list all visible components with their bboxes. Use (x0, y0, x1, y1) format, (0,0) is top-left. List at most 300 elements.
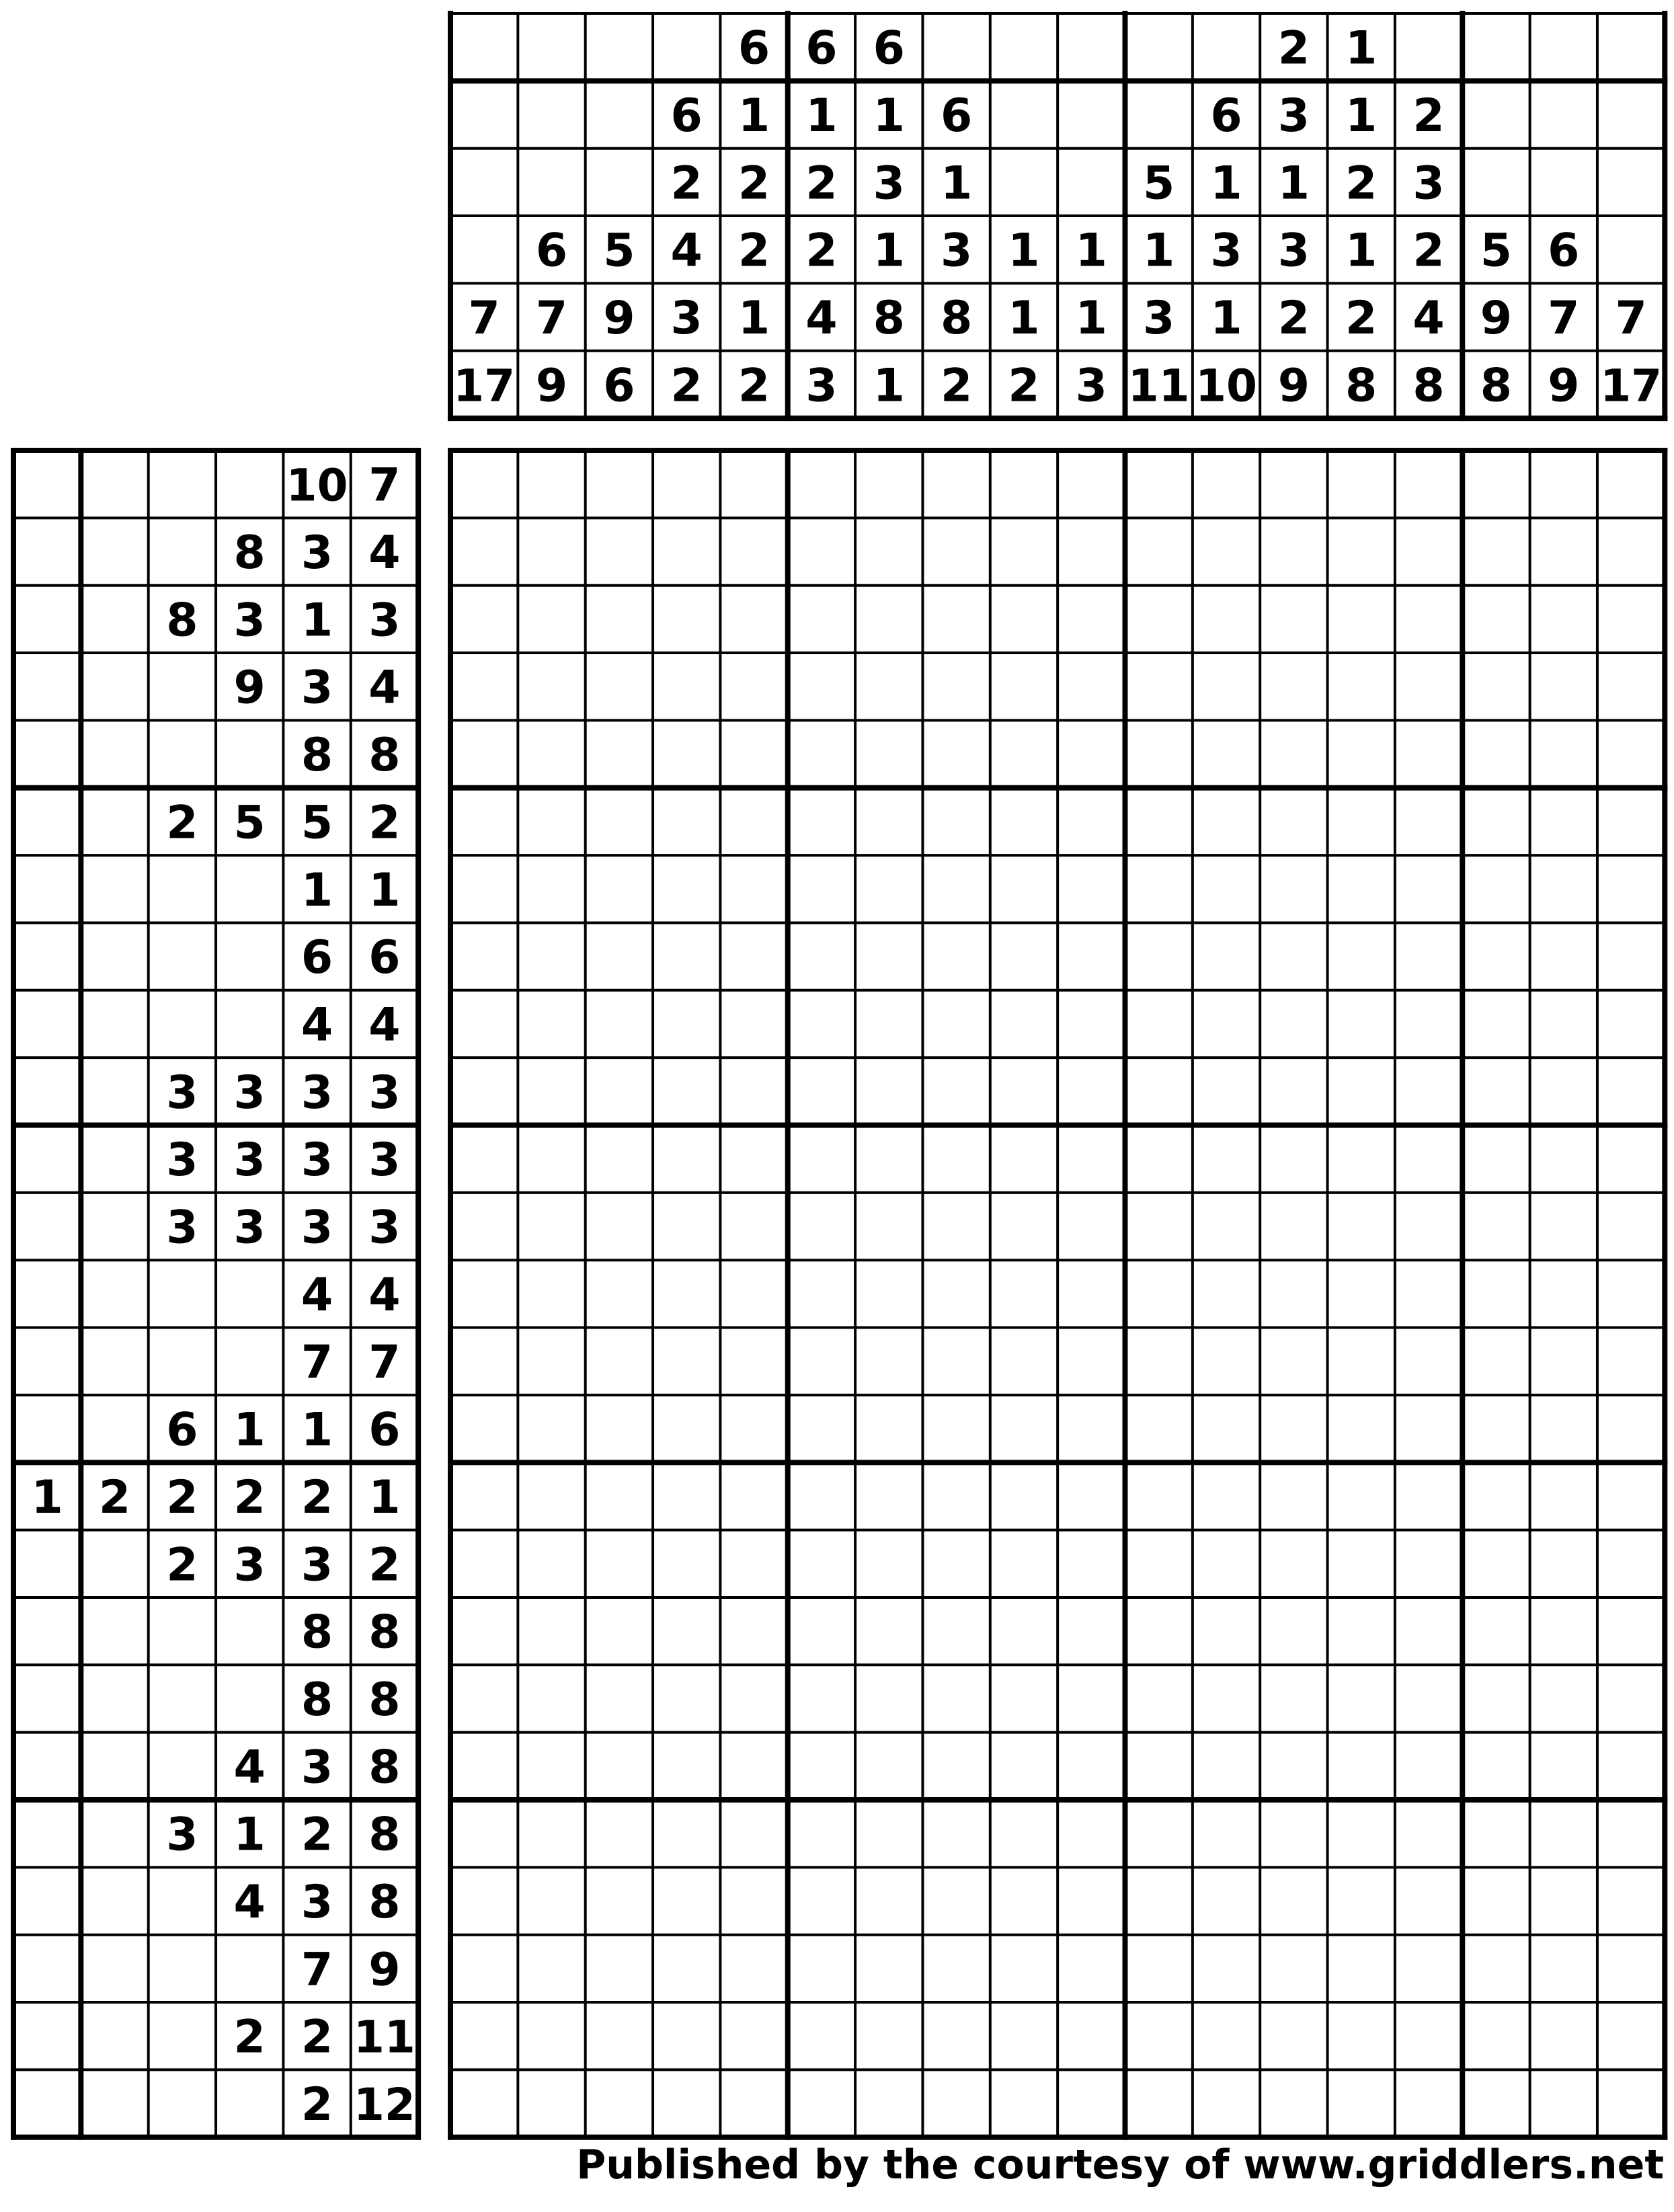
grid-cell[interactable] (452, 452, 516, 516)
grid-cell[interactable] (452, 790, 516, 853)
grid-cell[interactable] (1397, 655, 1460, 718)
grid-cell[interactable] (1397, 1128, 1460, 1191)
grid-cell[interactable] (1127, 1599, 1191, 1663)
grid-cell[interactable] (1397, 1532, 1460, 1595)
grid-cell[interactable] (1262, 1937, 1325, 2000)
grid-cell[interactable] (1127, 1195, 1191, 1258)
grid-cell[interactable] (924, 1802, 988, 1865)
grid-cell[interactable] (790, 588, 853, 651)
grid-cell[interactable] (1330, 924, 1393, 988)
grid-cell[interactable] (857, 1397, 920, 1460)
grid-cell[interactable] (1195, 1330, 1258, 1393)
grid-cell[interactable] (1195, 1802, 1258, 1865)
grid-cell[interactable] (790, 1464, 853, 1528)
grid-cell[interactable] (1599, 1937, 1663, 2000)
grid-cell[interactable] (1060, 588, 1123, 651)
grid-cell[interactable] (1532, 1397, 1595, 1460)
grid-cell[interactable] (722, 1599, 785, 1663)
grid-cell[interactable] (992, 992, 1055, 1056)
grid-cell[interactable] (1599, 1869, 1663, 1932)
grid-cell[interactable] (857, 1802, 920, 1865)
grid-cell[interactable] (722, 1532, 785, 1595)
grid-cell[interactable] (520, 1599, 583, 1663)
grid-cell[interactable] (1330, 857, 1393, 920)
grid-cell[interactable] (1599, 924, 1663, 988)
grid-cell[interactable] (520, 1532, 583, 1595)
grid-cell[interactable] (924, 1195, 988, 1258)
grid-cell[interactable] (1599, 1128, 1663, 1191)
grid-cell[interactable] (1262, 1735, 1325, 1798)
grid-cell[interactable] (520, 2071, 583, 2135)
grid-cell[interactable] (1532, 588, 1595, 651)
grid-cell[interactable] (992, 790, 1055, 853)
grid-cell[interactable] (520, 1262, 583, 1325)
grid-cell[interactable] (520, 1735, 583, 1798)
grid-cell[interactable] (1397, 2071, 1460, 2135)
grid-cell[interactable] (1262, 790, 1325, 853)
grid-cell[interactable] (1532, 2004, 1595, 2067)
grid-cell[interactable] (857, 1128, 920, 1191)
grid-cell[interactable] (1330, 520, 1393, 583)
grid-cell[interactable] (924, 992, 988, 1056)
grid-cell[interactable] (992, 1195, 1055, 1258)
grid-cell[interactable] (1397, 1464, 1460, 1528)
grid-cell[interactable] (992, 1330, 1055, 1393)
grid-cell[interactable] (1060, 1397, 1123, 1460)
grid-cell[interactable] (924, 1060, 988, 1123)
grid-cell[interactable] (1060, 924, 1123, 988)
grid-cell[interactable] (1127, 1464, 1191, 1528)
grid-cell[interactable] (1532, 1262, 1595, 1325)
grid-cell[interactable] (655, 1802, 718, 1865)
grid-cell[interactable] (722, 992, 785, 1056)
grid-cell[interactable] (722, 1667, 785, 1730)
grid-cell[interactable] (1464, 655, 1527, 718)
grid-cell[interactable] (520, 1060, 583, 1123)
grid-cell[interactable] (722, 1195, 785, 1258)
grid-cell[interactable] (992, 857, 1055, 920)
grid-cell[interactable] (520, 722, 583, 785)
grid-cell[interactable] (1330, 1667, 1393, 1730)
grid-cell[interactable] (1330, 1397, 1393, 1460)
grid-cell[interactable] (857, 924, 920, 988)
grid-cell[interactable] (924, 790, 988, 853)
grid-cell[interactable] (588, 1330, 651, 1393)
grid-cell[interactable] (452, 1802, 516, 1865)
grid-cell[interactable] (1195, 992, 1258, 1056)
grid-cell[interactable] (790, 1262, 853, 1325)
grid-cell[interactable] (924, 1532, 988, 1595)
grid-cell[interactable] (588, 520, 651, 583)
grid-cell[interactable] (1330, 1937, 1393, 2000)
grid-cell[interactable] (520, 1397, 583, 1460)
grid-cell[interactable] (992, 452, 1055, 516)
grid-cell[interactable] (1195, 1937, 1258, 2000)
grid-cell[interactable] (1330, 452, 1393, 516)
grid-cell[interactable] (520, 1869, 583, 1932)
grid-cell[interactable] (722, 2071, 785, 2135)
grid-cell[interactable] (1262, 520, 1325, 583)
grid-cell[interactable] (857, 588, 920, 651)
grid-cell[interactable] (790, 1802, 853, 1865)
grid-cell[interactable] (588, 1869, 651, 1932)
grid-cell[interactable] (1397, 2004, 1460, 2067)
grid-cell[interactable] (1195, 1532, 1258, 1595)
grid-cell[interactable] (790, 1397, 853, 1460)
grid-cell[interactable] (722, 1937, 785, 2000)
grid-cell[interactable] (1532, 452, 1595, 516)
grid-cell[interactable] (992, 1464, 1055, 1528)
grid-cell[interactable] (452, 1532, 516, 1595)
grid-cell[interactable] (1397, 1330, 1460, 1393)
grid-cell[interactable] (1060, 992, 1123, 1056)
grid-cell[interactable] (722, 655, 785, 718)
grid-cell[interactable] (1127, 2071, 1191, 2135)
grid-cell[interactable] (588, 857, 651, 920)
grid-cell[interactable] (924, 1128, 988, 1191)
grid-cell[interactable] (1195, 2004, 1258, 2067)
grid-cell[interactable] (1464, 1128, 1527, 1191)
grid-cell[interactable] (1330, 1128, 1393, 1191)
grid-cell[interactable] (1532, 1869, 1595, 1932)
grid-cell[interactable] (452, 655, 516, 718)
grid-cell[interactable] (655, 1735, 718, 1798)
grid-cell[interactable] (1599, 1060, 1663, 1123)
grid-cell[interactable] (1127, 1667, 1191, 1730)
grid-cell[interactable] (520, 992, 583, 1056)
grid-cell[interactable] (924, 1397, 988, 1460)
grid-cell[interactable] (857, 2004, 920, 2067)
grid-cell[interactable] (588, 1599, 651, 1663)
grid-cell[interactable] (1195, 2071, 1258, 2135)
grid-cell[interactable] (992, 1869, 1055, 1932)
grid-cell[interactable] (452, 1397, 516, 1460)
grid-cell[interactable] (1060, 2071, 1123, 2135)
grid-cell[interactable] (520, 1464, 583, 1528)
grid-cell[interactable] (1195, 452, 1258, 516)
grid-cell[interactable] (857, 1667, 920, 1730)
grid-cell[interactable] (1532, 992, 1595, 1056)
grid-cell[interactable] (1599, 1735, 1663, 1798)
grid-cell[interactable] (1397, 452, 1460, 516)
grid-cell[interactable] (790, 452, 853, 516)
grid-cell[interactable] (1127, 1532, 1191, 1595)
grid-cell[interactable] (1195, 1869, 1258, 1932)
grid-cell[interactable] (1532, 1330, 1595, 1393)
grid-cell[interactable] (1599, 1667, 1663, 1730)
grid-cell[interactable] (1262, 1330, 1325, 1393)
grid-cell[interactable] (857, 1532, 920, 1595)
grid-cell[interactable] (857, 1464, 920, 1528)
grid-cell[interactable] (1397, 1195, 1460, 1258)
grid-cell[interactable] (1397, 520, 1460, 583)
grid-cell[interactable] (1195, 1060, 1258, 1123)
grid-cell[interactable] (1532, 1195, 1595, 1258)
grid-cell[interactable] (722, 1735, 785, 1798)
grid-cell[interactable] (722, 1464, 785, 1528)
grid-cell[interactable] (992, 722, 1055, 785)
grid-cell[interactable] (1464, 1735, 1527, 1798)
grid-cell[interactable] (857, 520, 920, 583)
grid-cell[interactable] (924, 655, 988, 718)
grid-cell[interactable] (790, 520, 853, 583)
grid-cell[interactable] (1532, 1464, 1595, 1528)
grid-cell[interactable] (924, 1262, 988, 1325)
grid-cell[interactable] (655, 520, 718, 583)
grid-cell[interactable] (1532, 924, 1595, 988)
grid-cell[interactable] (588, 1060, 651, 1123)
grid-cell[interactable] (1464, 452, 1527, 516)
grid-cell[interactable] (857, 1262, 920, 1325)
grid-cell[interactable] (1397, 1599, 1460, 1663)
grid-cell[interactable] (1195, 857, 1258, 920)
grid-cell[interactable] (452, 520, 516, 583)
grid-cell[interactable] (1127, 1262, 1191, 1325)
grid-cell[interactable] (1464, 520, 1527, 583)
grid-cell[interactable] (588, 655, 651, 718)
grid-cell[interactable] (588, 452, 651, 516)
grid-cell[interactable] (1262, 1464, 1325, 1528)
grid-cell[interactable] (1195, 1195, 1258, 1258)
grid-cell[interactable] (1262, 1195, 1325, 1258)
grid-cell[interactable] (1195, 790, 1258, 853)
grid-cell[interactable] (655, 1195, 718, 1258)
grid-cell[interactable] (1262, 2004, 1325, 2067)
grid-cell[interactable] (655, 2071, 718, 2135)
grid-cell[interactable] (1060, 1060, 1123, 1123)
grid-cell[interactable] (1195, 1128, 1258, 1191)
grid-cell[interactable] (722, 924, 785, 988)
grid-cell[interactable] (1532, 1599, 1595, 1663)
grid-cell[interactable] (588, 790, 651, 853)
grid-cell[interactable] (452, 1599, 516, 1663)
grid-cell[interactable] (655, 790, 718, 853)
grid-cell[interactable] (1599, 2004, 1663, 2067)
grid-cell[interactable] (1532, 1802, 1595, 1865)
grid-cell[interactable] (452, 1330, 516, 1393)
grid-cell[interactable] (520, 1330, 583, 1393)
grid-cell[interactable] (1127, 1397, 1191, 1460)
grid-cell[interactable] (857, 2071, 920, 2135)
grid-cell[interactable] (520, 790, 583, 853)
grid-cell[interactable] (992, 1128, 1055, 1191)
grid-cell[interactable] (924, 857, 988, 920)
grid-cell[interactable] (1599, 992, 1663, 1056)
grid-cell[interactable] (790, 992, 853, 1056)
grid-cell[interactable] (1195, 588, 1258, 651)
grid-cell[interactable] (1464, 1060, 1527, 1123)
grid-cell[interactable] (924, 1937, 988, 2000)
grid-cell[interactable] (722, 1060, 785, 1123)
grid-cell[interactable] (452, 1735, 516, 1798)
grid-cell[interactable] (992, 655, 1055, 718)
grid-cell[interactable] (1532, 655, 1595, 718)
grid-cell[interactable] (924, 1735, 988, 1798)
grid-cell[interactable] (452, 992, 516, 1056)
grid-cell[interactable] (1060, 1262, 1123, 1325)
grid-cell[interactable] (588, 924, 651, 988)
grid-cell[interactable] (924, 722, 988, 785)
grid-cell[interactable] (722, 1802, 785, 1865)
grid-cell[interactable] (1262, 857, 1325, 920)
grid-cell[interactable] (1532, 1667, 1595, 1730)
grid-cell[interactable] (1464, 924, 1527, 988)
grid-cell[interactable] (924, 1667, 988, 1730)
grid-cell[interactable] (992, 588, 1055, 651)
grid-cell[interactable] (790, 1060, 853, 1123)
grid-cell[interactable] (1060, 1869, 1123, 1932)
grid-cell[interactable] (857, 1195, 920, 1258)
grid-cell[interactable] (1599, 1397, 1663, 1460)
grid-cell[interactable] (722, 1397, 785, 1460)
grid-cell[interactable] (924, 2071, 988, 2135)
grid-cell[interactable] (1330, 1735, 1393, 1798)
grid-cell[interactable] (655, 1464, 718, 1528)
grid-cell[interactable] (1532, 790, 1595, 853)
grid-cell[interactable] (1397, 857, 1460, 920)
grid-cell[interactable] (588, 1667, 651, 1730)
grid-cell[interactable] (790, 1599, 853, 1663)
grid-cell[interactable] (1262, 1599, 1325, 1663)
grid-cell[interactable] (790, 722, 853, 785)
grid-cell[interactable] (1262, 1262, 1325, 1325)
grid-cell[interactable] (1127, 588, 1191, 651)
grid-cell[interactable] (1262, 992, 1325, 1056)
grid-cell[interactable] (924, 1464, 988, 1528)
grid-cell[interactable] (588, 1397, 651, 1460)
grid-cell[interactable] (722, 1330, 785, 1393)
grid-cell[interactable] (1599, 790, 1663, 853)
grid-cell[interactable] (1262, 1060, 1325, 1123)
grid-cell[interactable] (790, 2004, 853, 2067)
grid-cell[interactable] (790, 2071, 853, 2135)
grid-cell[interactable] (1330, 1802, 1393, 1865)
grid-cell[interactable] (1464, 588, 1527, 651)
grid-cell[interactable] (790, 857, 853, 920)
grid-cell[interactable] (1195, 520, 1258, 583)
grid-cell[interactable] (1464, 1532, 1527, 1595)
grid-cell[interactable] (1195, 1262, 1258, 1325)
grid-cell[interactable] (452, 1195, 516, 1258)
grid-cell[interactable] (1397, 1397, 1460, 1460)
grid-cell[interactable] (1262, 588, 1325, 651)
grid-cell[interactable] (1330, 1532, 1393, 1595)
grid-cell[interactable] (1464, 722, 1527, 785)
grid-cell[interactable] (857, 1937, 920, 2000)
grid-cell[interactable] (655, 1262, 718, 1325)
grid-cell[interactable] (790, 1869, 853, 1932)
grid-cell[interactable] (1397, 1735, 1460, 1798)
grid-cell[interactable] (790, 1330, 853, 1393)
grid-cell[interactable] (520, 520, 583, 583)
grid-cell[interactable] (790, 790, 853, 853)
grid-cell[interactable] (1599, 1464, 1663, 1528)
grid-cell[interactable] (1532, 2071, 1595, 2135)
grid-cell[interactable] (520, 655, 583, 718)
grid-cell[interactable] (992, 1397, 1055, 1460)
grid-cell[interactable] (520, 1667, 583, 1730)
grid-cell[interactable] (1060, 1195, 1123, 1258)
grid-cell[interactable] (1060, 520, 1123, 583)
grid-cell[interactable] (1330, 1330, 1393, 1393)
grid-cell[interactable] (1464, 992, 1527, 1056)
grid-cell[interactable] (857, 992, 920, 1056)
grid-cell[interactable] (992, 1532, 1055, 1595)
grid-cell[interactable] (857, 1330, 920, 1393)
grid-cell[interactable] (655, 992, 718, 1056)
grid-cell[interactable] (1397, 1869, 1460, 1932)
grid-cell[interactable] (1532, 1128, 1595, 1191)
grid-cell[interactable] (992, 924, 1055, 988)
grid-cell[interactable] (655, 1937, 718, 2000)
grid-cell[interactable] (992, 1060, 1055, 1123)
grid-cell[interactable] (722, 452, 785, 516)
grid-cell[interactable] (722, 588, 785, 651)
grid-cell[interactable] (857, 1869, 920, 1932)
grid-cell[interactable] (790, 655, 853, 718)
grid-cell[interactable] (588, 992, 651, 1056)
grid-cell[interactable] (722, 2004, 785, 2067)
grid-cell[interactable] (1464, 1330, 1527, 1393)
grid-cell[interactable] (1464, 857, 1527, 920)
grid-cell[interactable] (1127, 992, 1191, 1056)
grid-cell[interactable] (655, 1667, 718, 1730)
grid-cell[interactable] (1262, 1869, 1325, 1932)
grid-cell[interactable] (857, 1060, 920, 1123)
grid-cell[interactable] (1060, 790, 1123, 853)
grid-cell[interactable] (1599, 520, 1663, 583)
grid-cell[interactable] (1127, 1802, 1191, 1865)
grid-cell[interactable] (1060, 1464, 1123, 1528)
grid-cell[interactable] (722, 520, 785, 583)
grid-cell[interactable] (1127, 857, 1191, 920)
grid-cell[interactable] (1599, 452, 1663, 516)
grid-cell[interactable] (1599, 655, 1663, 718)
grid-cell[interactable] (452, 1464, 516, 1528)
grid-cell[interactable] (1532, 1532, 1595, 1595)
grid-cell[interactable] (1464, 2071, 1527, 2135)
grid-cell[interactable] (1599, 722, 1663, 785)
grid-cell[interactable] (790, 1195, 853, 1258)
grid-cell[interactable] (722, 722, 785, 785)
grid-cell[interactable] (992, 1735, 1055, 1798)
grid-cell[interactable] (1397, 588, 1460, 651)
grid-cell[interactable] (992, 520, 1055, 583)
grid-cell[interactable] (1127, 790, 1191, 853)
grid-cell[interactable] (588, 1802, 651, 1865)
grid-cell[interactable] (1464, 1464, 1527, 1528)
grid-cell[interactable] (452, 2071, 516, 2135)
grid-cell[interactable] (790, 1667, 853, 1730)
grid-cell[interactable] (452, 588, 516, 651)
grid-cell[interactable] (790, 1532, 853, 1595)
grid-cell[interactable] (655, 1128, 718, 1191)
grid-cell[interactable] (1127, 2004, 1191, 2067)
grid-cell[interactable] (655, 2004, 718, 2067)
grid-cell[interactable] (655, 588, 718, 651)
grid-cell[interactable] (1195, 1397, 1258, 1460)
grid-cell[interactable] (1060, 722, 1123, 785)
grid-cell[interactable] (1330, 1869, 1393, 1932)
grid-cell[interactable] (1060, 1128, 1123, 1191)
grid-cell[interactable] (1599, 1599, 1663, 1663)
grid-cell[interactable] (1060, 655, 1123, 718)
grid-cell[interactable] (1532, 722, 1595, 785)
grid-cell[interactable] (1599, 588, 1663, 651)
grid-cell[interactable] (992, 2071, 1055, 2135)
grid-cell[interactable] (924, 588, 988, 651)
grid-cell[interactable] (588, 1262, 651, 1325)
